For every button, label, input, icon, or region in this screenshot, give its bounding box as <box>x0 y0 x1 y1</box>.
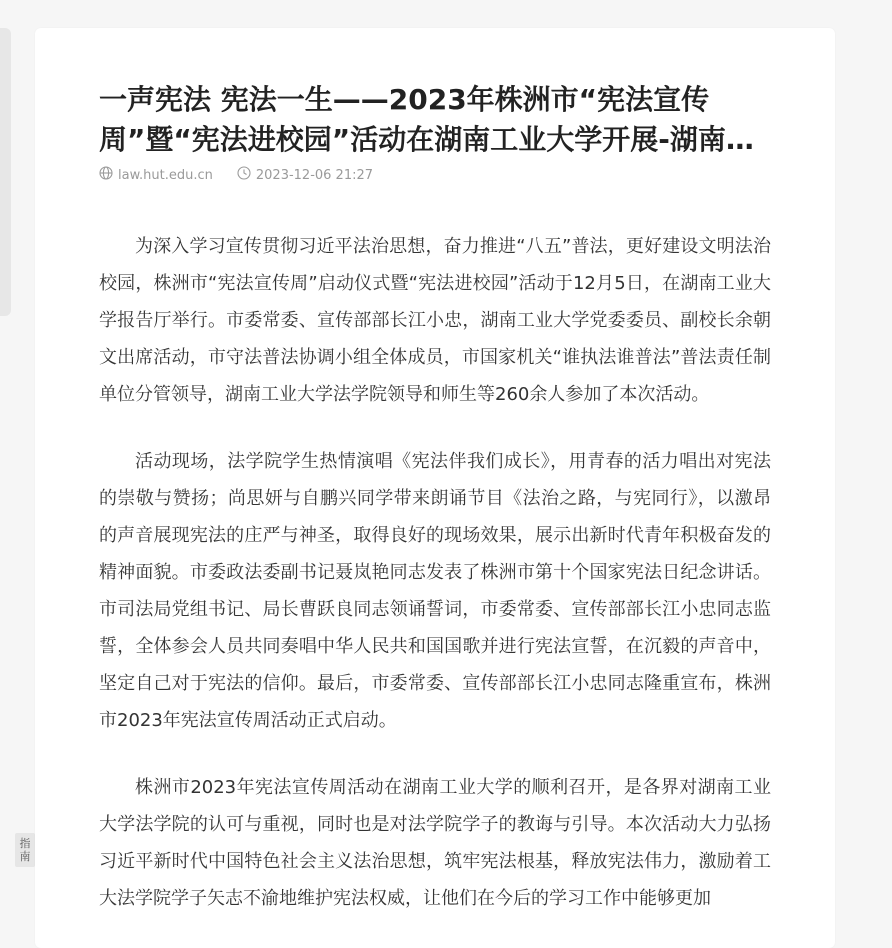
article-meta <box>99 166 397 184</box>
article-card <box>35 28 835 948</box>
scrollbar-track[interactable] <box>0 28 11 316</box>
article-body <box>99 228 771 947</box>
clock-icon <box>237 166 256 184</box>
article-paragraph: 为深入学习宣传贯彻习近平法治思想，奋力推进“八五”普法，更好建设文明法治校园，株洲市“宪法宣传周”启动仪式暨“宪法进校园”活动于12月5日，在湖南工业大学报告厅举行。市委常委、宣传部部长江小忠，湖南工业大学党委委员、副校长余朝文出席活动，市守法普法协调小组全体成员，市国家机关“谁执法谁普法”普法责任制单位分管领导，湖南工业大学法学院领导和师生等260余人参加了本次活动。 <box>99 236 771 405</box>
article-datetime: 2023-12-06 21:27 <box>255 167 374 183</box>
globe-icon <box>99 166 118 184</box>
article-paragraph: 株洲市2023年宪法宣传周活动在湖南工业大学的顺利召开，是各界对湖南工业大学法学院的认可与重视，同时也是对法学院学子的教诲与引导。本次活动大力弘扬习近平新时代中国特色社会主义法治思想，筑牢宪法根基，释放宪法伟力，激励着工大法学院学子矢志不渝地维护宪法权威，让他们在今后的学习工作中能够更加 <box>99 777 771 909</box>
time-meta <box>237 166 373 184</box>
article-source[interactable]: law.hut.edu.cn <box>118 167 213 183</box>
guide-tab-label: 指南 <box>19 837 31 863</box>
article-paragraph: 活动现场，法学院学生热情演唱《宪法伴我们成长》，用青春的活力唱出对宪法的崇敬与赞扬；尚思妍与自鹏兴同学带来朗诵节目《法治之路，与宪同行》，以激昂的声音展现宪法的庄严与神圣，取得良好的现场效果，展示出新时代青年积极奋发的精神面貌。市委政法委副书记聂岚艳同志发表了株洲市第十个国家宪法日纪念讲话。市司法局党组书记、局长曹跃良同志领诵誓词，市委常委、宣传部部长江小忠同志监誓，全体参会人员共同奏唱中华人民共和国国歌并进行宪法宣誓，在沉毅的声音中，坚定自己对于宪法的信仰。最后，市委常委、宣传部部长江小忠同志隆重宣布，株洲市2023年宪法宣传周活动正式启动。 <box>99 451 771 731</box>
source-meta <box>99 166 213 184</box>
guide-tab[interactable] <box>15 833 35 867</box>
article-title: 一声宪法 宪法一生——2023年株洲市“宪法宣传周”暨“宪法进校园”活动在湖南工业大学开展-湖南工 <box>99 83 754 156</box>
